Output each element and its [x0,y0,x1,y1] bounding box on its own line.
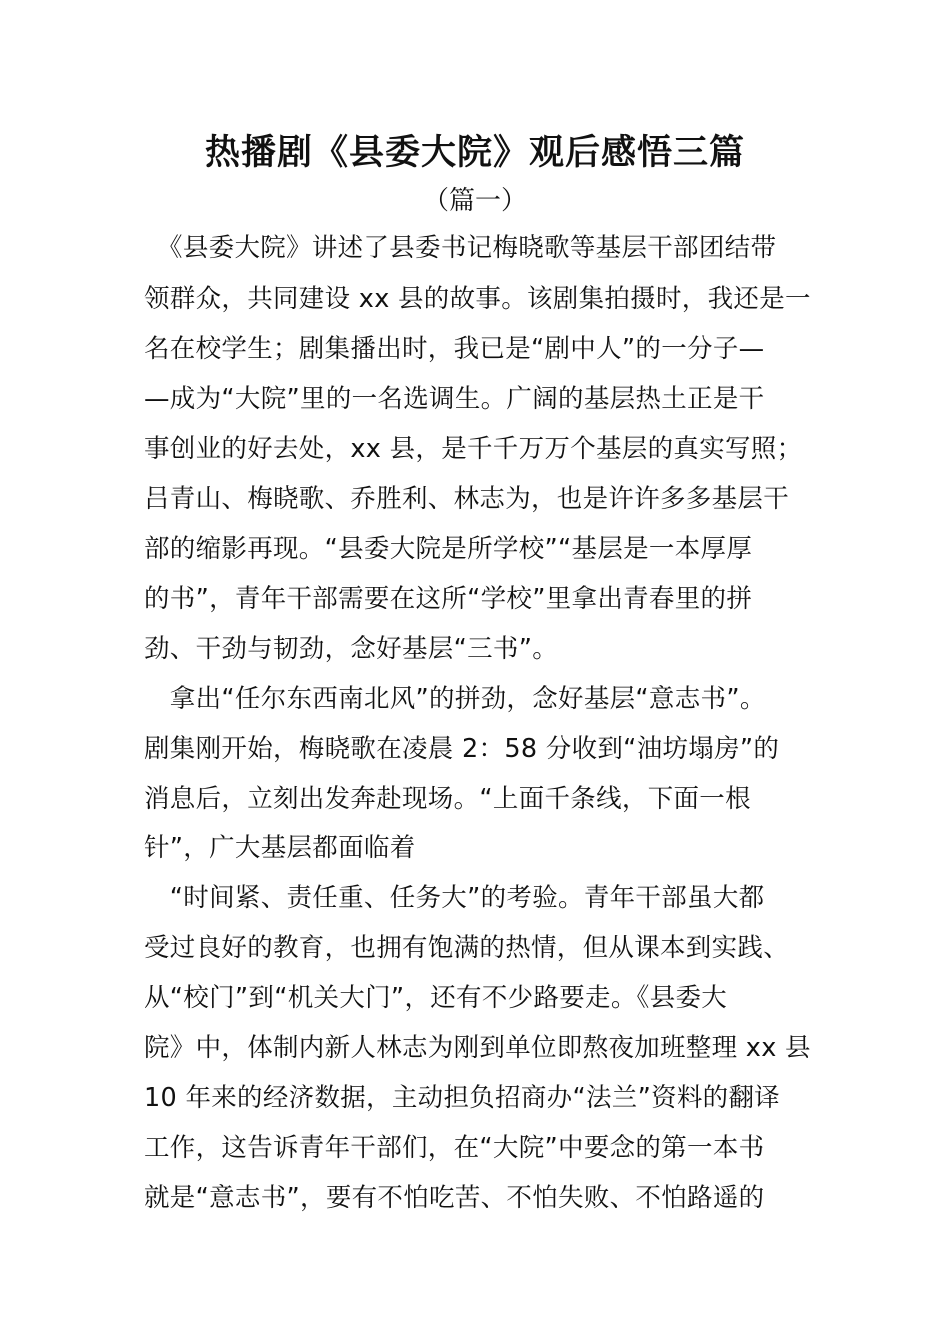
document-title: 热播剧《县委大院》观后感悟三篇 [204,133,745,173]
text-line: 的书”，青年干部需要在这所“学校”里拿出青春里的拼 [144,584,753,614]
text-line: 部的缩影再现。“县委大院是所学校”“基层是一本厚厚 [144,534,753,564]
text-line: 受过良好的教育，也拥有饱满的热情，但从课本到实践、 [144,933,790,963]
text-line: 剧集刚开始，梅晓歌在凌晨 2：58 分收到“油坊塌房”的 [144,734,780,764]
text-line: “时间紧、责任重、任务大”的考验。青年干部虽大都 [144,883,765,913]
text-line: 从“校门”到“机关大门”，还有不少路要走。《县委大 [144,983,728,1013]
text-line: 拿出“任尔东西南北风”的拼劲，念好基层“意志书”。 [144,684,766,714]
text-line: 名在校学生；剧集播出时，我已是“剧中人”的一分子— [144,334,765,364]
text-line: 消息后，立刻出发奔赴现场。“上面千条线，下面一根 [144,784,751,814]
text-line: 就是“意志书”，要有不怕吃苦、不怕失败、不怕路遥的 [144,1183,765,1213]
text-line: —成为“大院”里的一名选调生。广阔的基层热土正是干 [144,384,765,414]
text-line: 领群众，共同建设 xx 县的故事。该剧集拍摄时，我还是一 [144,284,811,314]
text-line: 劲、干劲与韧劲，念好基层“三书”。 [144,634,559,664]
document-subtitle: （篇一） [422,186,527,216]
text-line: 《县委大院》讲述了县委书记梅晓歌等基层干部团结带 [144,233,777,263]
text-line: 吕青山、梅晓歌、乔胜利、林志为，也是许许多多基层干 [144,484,790,514]
text-line: 10 年来的经济数据，主动担负招商办“法兰”资料的翻译 [144,1083,781,1113]
text-line: 事创业的好去处，xx 县，是千千万万个基层的真实写照； [144,434,803,464]
text-line: 院》中，体制内新人林志为刚到单位即熬夜加班整理 xx 县 [144,1033,811,1063]
text-line: 针”，广大基层都面临着 [144,833,416,863]
text-line: 工作，这告诉青年干部们，在“大院”中要念的第一本书 [144,1133,765,1163]
